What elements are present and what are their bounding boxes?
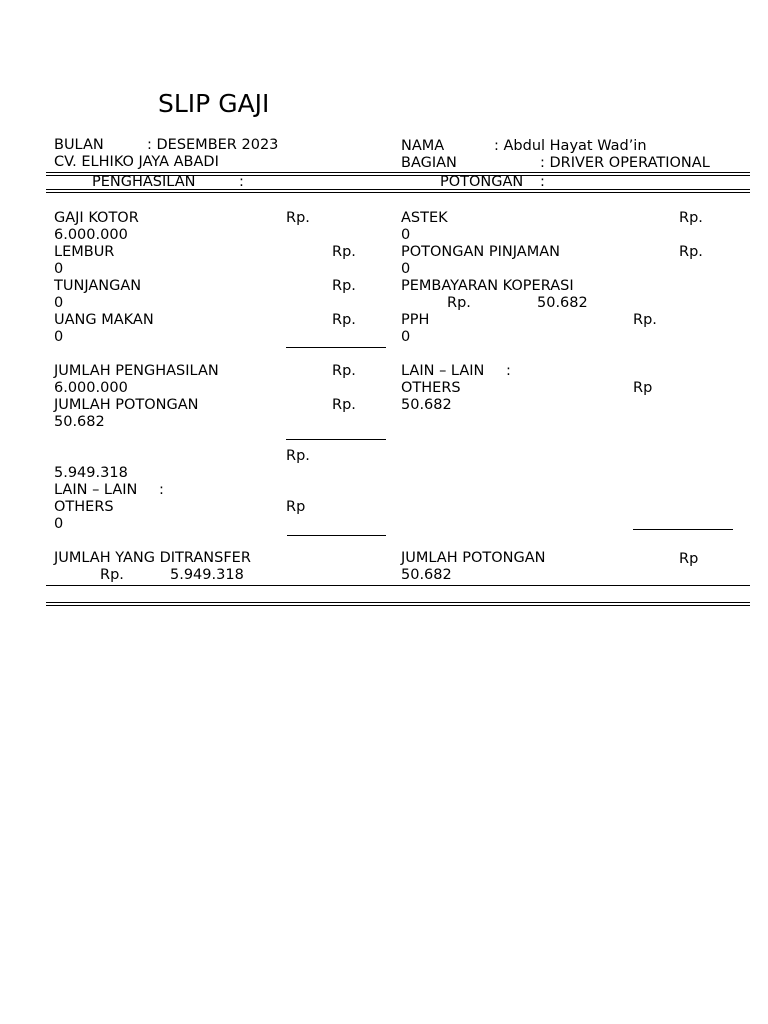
bulan-value: : DESEMBER 2023	[147, 137, 279, 153]
others-value: 0	[54, 516, 64, 532]
lembur-currency: Rp.	[332, 244, 356, 260]
right-jumlah-potongan-value: 50.682	[401, 567, 452, 583]
bottom-rule-2	[46, 602, 750, 603]
uang-makan-value: 0	[54, 329, 64, 345]
right-total-line	[633, 529, 733, 530]
nama-label: NAMA	[401, 138, 445, 154]
net-currency: Rp.	[286, 448, 310, 464]
gaji-kotor-label: GAJI KOTOR	[54, 210, 139, 226]
right-jumlah-potongan-currency: Rp	[679, 551, 699, 567]
nama-value: : Abdul Hayat Wad’in	[494, 138, 647, 154]
tunjangan-label: TUNJANGAN	[54, 278, 142, 294]
net-value: 5.949.318	[54, 465, 128, 481]
jumlah-ditransfer-label: JUMLAH YANG DITRANSFER	[54, 550, 251, 566]
subtotal-line	[286, 347, 386, 348]
right-lain-lain-colon: :	[506, 363, 511, 379]
potongan-header: POTONGAN	[440, 174, 524, 190]
jumlah-penghasilan-currency: Rp.	[332, 363, 356, 379]
bagian-label: BAGIAN	[401, 155, 457, 171]
gaji-kotor-currency: Rp.	[286, 210, 310, 226]
net-line	[286, 439, 386, 440]
page-title: SLIP GAJI	[158, 89, 270, 118]
pph-value: 0	[401, 329, 411, 345]
others-line	[287, 535, 386, 536]
section-rule-top	[46, 172, 750, 173]
tunjangan-currency: Rp.	[332, 278, 356, 294]
bottom-rule-3	[46, 605, 750, 606]
others-label: OTHERS	[54, 499, 114, 515]
jumlah-potongan-value: 50.682	[54, 414, 105, 430]
section-rule-bottom-2	[46, 192, 750, 193]
pembayaran-koperasi-currency: Rp.	[447, 295, 471, 311]
astek-value: 0	[401, 227, 411, 243]
jumlah-ditransfer-value: 5.949.318	[170, 567, 244, 583]
lembur-value: 0	[54, 261, 64, 277]
uang-makan-currency: Rp.	[332, 312, 356, 328]
jumlah-potongan-label: JUMLAH POTONGAN	[54, 397, 199, 413]
jumlah-penghasilan-label: JUMLAH PENGHASILAN	[54, 363, 219, 379]
bulan-label: BULAN	[54, 137, 104, 153]
potongan-colon: :	[540, 174, 545, 190]
pph-label: PPH	[401, 312, 430, 328]
astek-label: ASTEK	[401, 210, 448, 226]
right-lain-lain-label: LAIN – LAIN	[401, 363, 485, 379]
potongan-pinjaman-currency: Rp.	[679, 244, 703, 260]
tunjangan-value: 0	[54, 295, 64, 311]
uang-makan-label: UANG MAKAN	[54, 312, 154, 328]
jumlah-potongan-currency: Rp.	[332, 397, 356, 413]
gaji-kotor-value: 6.000.000	[54, 227, 128, 243]
jumlah-ditransfer-currency: Rp.	[100, 567, 124, 583]
jumlah-penghasilan-value: 6.000.000	[54, 380, 128, 396]
right-others-currency: Rp	[633, 380, 653, 396]
pembayaran-koperasi-value: 50.682	[537, 295, 588, 311]
right-others-value: 50.682	[401, 397, 452, 413]
lain-lain-label: LAIN – LAIN	[54, 482, 138, 498]
right-others-label: OTHERS	[401, 380, 461, 396]
bagian-value: : DRIVER OPERATIONAL	[540, 155, 710, 171]
potongan-pinjaman-label: POTONGAN PINJAMAN	[401, 244, 560, 260]
penghasilan-header: PENGHASILAN	[92, 174, 196, 190]
pembayaran-koperasi-label: PEMBAYARAN KOPERASI	[401, 278, 574, 294]
right-jumlah-potongan-label: JUMLAH POTONGAN	[401, 550, 546, 566]
potongan-pinjaman-value: 0	[401, 261, 411, 277]
lembur-label: LEMBUR	[54, 244, 115, 260]
astek-currency: Rp.	[679, 210, 703, 226]
pph-currency: Rp.	[633, 312, 657, 328]
company-name: CV. ELHIKO JAYA ABADI	[54, 154, 219, 170]
section-rule-bottom	[46, 189, 750, 190]
lain-lain-colon: :	[159, 482, 164, 498]
others-currency: Rp	[286, 499, 306, 515]
penghasilan-colon: :	[239, 174, 244, 190]
bottom-rule	[46, 585, 750, 586]
